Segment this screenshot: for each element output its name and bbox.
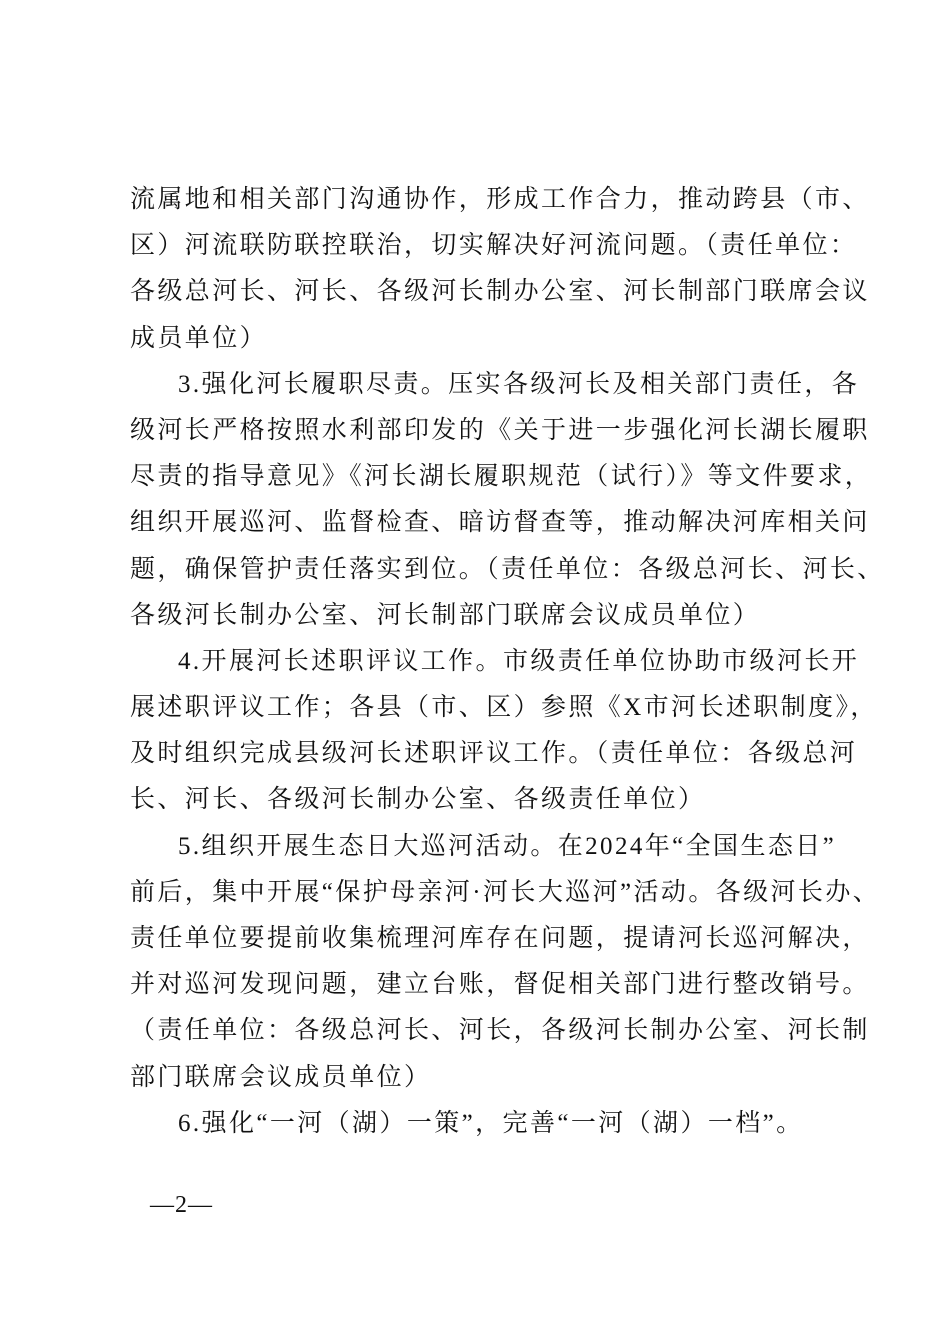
paragraph: [130, 177, 870, 362]
paragraph-line: 6.强化“一河（湖）一策”，完善“一河（湖）一档”。: [178, 1109, 804, 1137]
paragraph-line: 部门联席会议成员单位）: [130, 1063, 432, 1091]
page-number: —2—: [150, 1192, 213, 1218]
paragraph: [130, 1101, 850, 1147]
paragraph-line: （责任单位：各级总河长、河长，各级河长制办公室、河长制: [130, 1017, 870, 1045]
paragraph-line: 级河长严格按照水利部印发的《关于进一步强化河长湖长履职: [130, 416, 870, 444]
paragraph-line: 题，确保管护责任落实到位。（责任单位：各级总河长、河长、: [130, 555, 885, 583]
paragraph-line: 区）河流联防联控联治，切实解决好河流问题。（责任单位：: [130, 232, 858, 260]
paragraph-line: 尽责的指导意见》《河长湖长履职规范（试行）》等文件要求，: [130, 463, 873, 491]
paragraph-line: 4.开展河长述职评议工作。市级责任单位协助市级河长开: [178, 647, 860, 675]
paragraph-line: 3.强化河长履职尽责。压实各级河长及相关部门责任，各: [178, 370, 860, 398]
paragraph-line: 组织开展巡河、监督检查、暗访督查等，推动解决河库相关问: [130, 509, 870, 537]
document-body: [130, 177, 885, 1147]
paragraph-line: 责任单位要提前收集梳理河库存在问题，提请河长巡河解决，: [130, 925, 870, 952]
paragraph-line: 各级河长制办公室、河长制部门联席会议成员单位）: [130, 601, 761, 629]
paragraph-line: 各级总河长、河长、各级河长制办公室、河长制部门联席会议: [130, 278, 870, 306]
paragraph: [130, 824, 881, 1101]
paragraph-line: 长、河长、各级河长制办公室、各级责任单位）: [130, 786, 706, 814]
paragraph-line: 成员单位）: [130, 324, 268, 352]
paragraph-line: 5.组织开展生态日大巡河活动。在2024年“全国生态日”: [178, 832, 837, 860]
paragraph-line: 并对巡河发现问题，建立台账，督促相关部门进行整改销号。: [130, 971, 870, 999]
paragraph-line: 展述职评议工作；各县（市、区）参照《X市河长述职制度》，: [130, 694, 878, 722]
paragraph-line: 及时组织完成县级河长述职评议工作。（责任单位：各级总河: [130, 740, 858, 768]
paragraph: [130, 639, 878, 824]
paragraph: [130, 362, 885, 639]
paragraph-line: 流属地和相关部门沟通协作，形成工作合力，推动跨县（市、: [130, 186, 870, 213]
paragraph-line: 前后，集中开展“保护母亲河·河长大巡河”活动。各级河长办、: [130, 878, 881, 906]
